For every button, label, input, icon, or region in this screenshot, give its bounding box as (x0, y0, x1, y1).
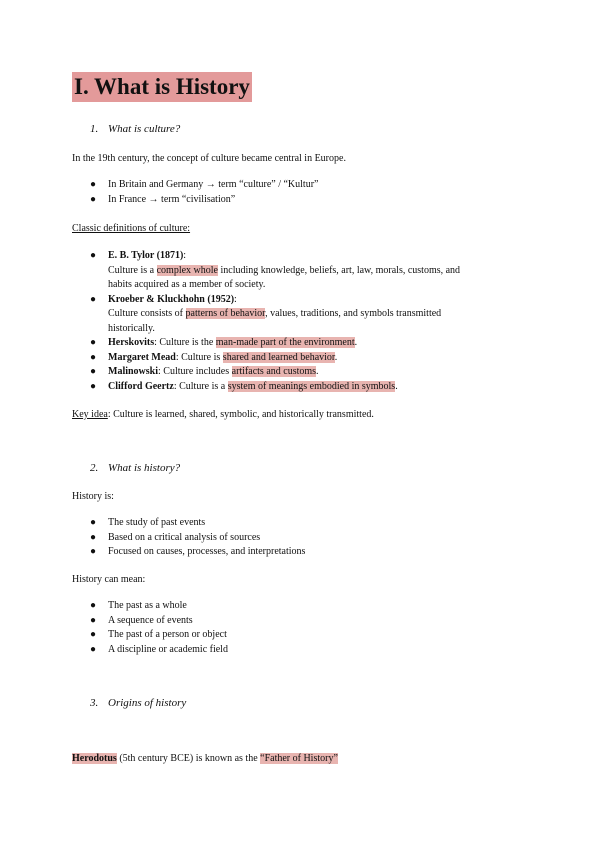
bullet-icon: ● (90, 629, 97, 640)
key-idea-label: Key idea (72, 409, 108, 420)
section-heading-history (90, 461, 180, 475)
highlight: patterns of behavior (185, 308, 266, 319)
section-title: What is history? (108, 462, 181, 474)
highlight: system of meanings embodied in symbols (227, 380, 396, 392)
list-item: ● The past of a person or object (90, 628, 510, 643)
culture-intro: In the 19th century, the concept of culture became central in Europe. (72, 153, 346, 164)
list-item: ● In France → term “civilisation” (90, 193, 510, 208)
bullet-icon: ● (90, 546, 97, 557)
key-idea-text: : Culture is learned, shared, symbolic, and historically transmitted. (107, 409, 374, 420)
bullet-icon: ● (90, 250, 97, 261)
section-title: Origins of history (108, 697, 187, 709)
definitions-list (90, 249, 510, 394)
section-heading-culture (90, 122, 180, 136)
definition-mead: ● Margaret Mead: Culture is shared and learned behavior. (90, 351, 510, 366)
bullet-icon: ● (90, 380, 97, 392)
list-item: ● A sequence of events (90, 614, 510, 629)
list-item: ● The study of past events (90, 516, 510, 531)
bullet-icon: ● (90, 614, 97, 626)
section-number: 1. (90, 123, 99, 135)
list-item: ● The past as a whole (90, 599, 510, 614)
definition-geertz: ● Clifford Geertz: Culture is a system of meanings embodied in symbols. (90, 380, 510, 395)
list-item: ● Based on a critical analysis of sources (90, 531, 510, 546)
highlight: complex whole (156, 264, 218, 276)
bullet-icon: ● (90, 179, 97, 190)
history-meaning-list (90, 599, 510, 657)
herodotus-paragraph: Herodotus (5th century BCE) is known as the “Father of History” (72, 753, 338, 764)
section-heading-origins (90, 696, 186, 710)
bullet-icon: ● (90, 517, 97, 528)
definitions-heading: Classic definitions of culture: (72, 223, 191, 234)
list-item: ● Focused on causes, processes, and interpretations (90, 545, 510, 560)
history-is-list (90, 516, 510, 560)
section-title: What is culture? (108, 123, 181, 135)
bullet-icon: ● (90, 366, 97, 377)
section-number: 3. (90, 697, 99, 709)
bullet-icon: ● (90, 337, 97, 348)
highlight: shared and learned behavior (222, 351, 335, 363)
definition-tylor: ● E. B. Tylor (1871): Culture is a complex whole including knowledge, beliefs, art, law, morals, customs, and habits acquired as a member of society. (90, 250, 461, 290)
definition-malinowski: ● Malinowski: Culture includes artifacts and customs. (90, 365, 510, 380)
bullet-icon: ● (90, 531, 97, 543)
definition-kroeber-kluckhohn: ● Kroeber & Kluckhohn (1952): Culture consists of patterns of behavior, values, traditions, and symbols transmitted historically. (90, 293, 442, 334)
father-of-history: “Father of History” (260, 753, 338, 764)
bullet-icon: ● (90, 351, 97, 363)
section-number: 2. (90, 462, 99, 474)
highlight: man-made part of the environment (215, 337, 355, 348)
bullet-icon: ● (90, 193, 97, 205)
culture-terms-list (90, 178, 510, 207)
herodotus-name: Herodotus (72, 753, 117, 764)
page-title: I. What is History (72, 72, 252, 102)
highlight: artifacts and customs (231, 366, 317, 377)
history-intro: History is: (72, 491, 114, 502)
definition-herskovits: ● Herskovits: Culture is the man-made part of the environment. (90, 336, 510, 351)
bullet-icon: ● (90, 293, 97, 305)
list-item: ● A discipline or academic field (90, 643, 510, 658)
history-meaning-intro: History can mean: (72, 574, 146, 585)
bullet-icon: ● (90, 643, 97, 655)
key-idea (72, 408, 532, 422)
list-item: ● In Britain and Germany → term “culture” / “Kultur” (90, 178, 510, 193)
bullet-icon: ● (90, 600, 97, 611)
